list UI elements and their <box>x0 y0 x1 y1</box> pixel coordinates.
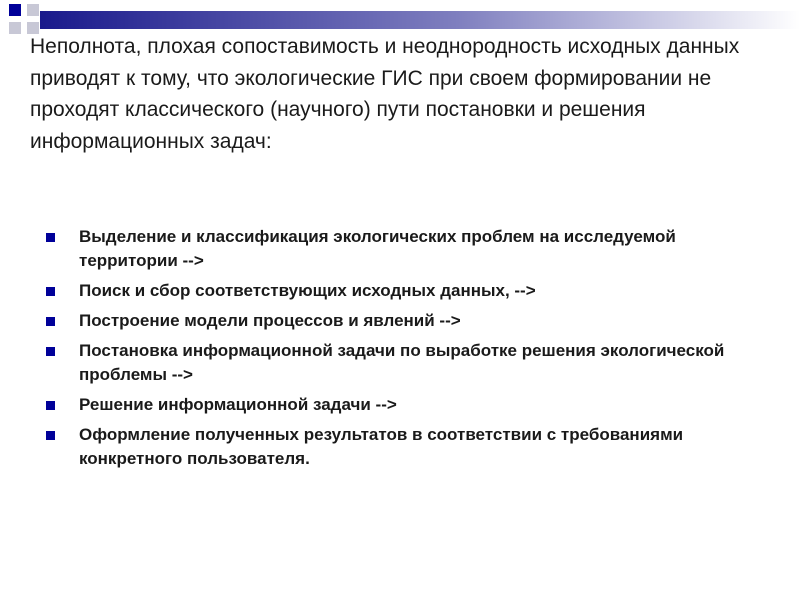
list-item-text: Постановка информационной задачи по выработке решения экологической проблемы --> <box>79 341 725 384</box>
corner-square-icon <box>9 22 21 34</box>
gradient-bar <box>40 11 800 29</box>
list-item <box>46 423 736 471</box>
bullet-list <box>46 225 736 477</box>
list-item <box>46 225 736 273</box>
list-item <box>46 393 736 417</box>
list-item <box>46 309 736 333</box>
intro-paragraph: Неполнота, плохая сопоставимость и неоднородность исходных данных приводят к тому, что экологические ГИС при своем формировании не проходят классического (научного) пути постановки и решения информационных задач: <box>30 35 740 153</box>
list-item <box>46 279 736 303</box>
square-bullet-icon <box>46 347 55 356</box>
list-item-text: Поиск и сбор соответствующих исходных данных, --> <box>79 281 536 300</box>
corner-square-icon <box>27 4 39 16</box>
list-item-text: Решение информационной задачи --> <box>79 395 397 414</box>
list-item-text: Построение модели процессов и явлений --> <box>79 311 461 330</box>
list-item <box>46 339 736 387</box>
square-bullet-icon <box>46 287 55 296</box>
list-item-text: Выделение и классификация экологических проблем на исследуемой территории --> <box>79 227 676 270</box>
square-bullet-icon <box>46 401 55 410</box>
square-bullet-icon <box>46 431 55 440</box>
corner-square-icon <box>9 4 21 16</box>
square-bullet-icon <box>46 233 55 242</box>
square-bullet-icon <box>46 317 55 326</box>
list-item-text: Оформление полученных результатов в соответствии с требованиями конкретного пользователя. <box>79 425 684 468</box>
